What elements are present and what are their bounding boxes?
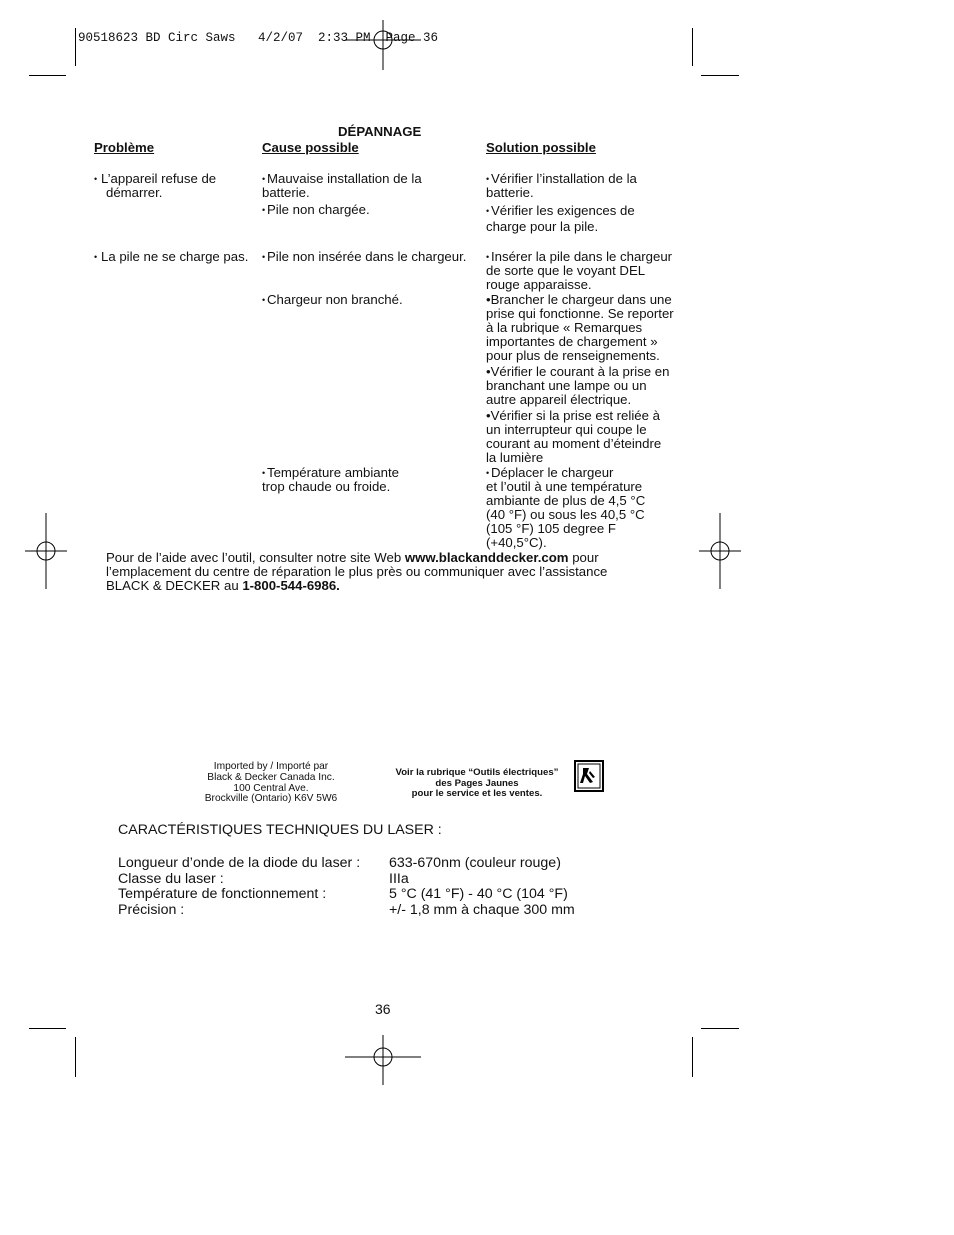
column-header-problem: Problème — [94, 140, 155, 155]
cause-item: • Chargeur non branché. — [262, 292, 403, 307]
solution-item: •Vérifier le courant à la prise en branchant une lampe ou un autre appareil électrique. — [486, 364, 670, 407]
cause-item: • Mauvaise installation de la batterie. — [262, 171, 422, 200]
help-paragraph: Pour de l’aide avec l’outil, consulter notre site Web www.blackanddecker.com pour l’emplacement du centre de réparation le plus près ou communiquer avec l’assistance BLACK & DECKER au 1-800-544-6986. — [106, 550, 608, 593]
crop-mark — [29, 1028, 66, 1029]
website-link: www.blackanddecker.com — [404, 550, 569, 565]
cause-item: • Pile non insérée dans le chargeur. — [262, 249, 467, 264]
registration-mark-icon — [345, 1035, 421, 1085]
printer-slug: 90518623 BD Circ Saws 4/2/07 2:33 PM Page 36 — [78, 31, 439, 45]
solution-item: • Insérer la pile dans le chargeur de sorte que le voyant DEL rouge apparaisse. — [486, 249, 673, 292]
cause-item: • Température ambiante trop chaude ou froide. — [262, 465, 399, 494]
crop-mark — [692, 28, 693, 66]
registration-mark-icon — [345, 20, 421, 70]
solution-item: • Vérifier l’installation de la batterie. — [486, 171, 637, 200]
solution-item: •Vérifier si la prise est reliée à un interrupteur qui coupe le courant au moment d’éteindre la lumière — [486, 408, 662, 465]
walking-fingers-icon — [574, 760, 604, 792]
section-title: DÉPANNAGE — [338, 124, 422, 139]
crop-mark — [75, 28, 76, 66]
crop-mark — [75, 1037, 76, 1077]
laser-specs-values: 633-670nm (couleur rouge) IIIa 5 °C (41 °F) - 40 °C (104 °F) +/- 1,8 mm à chaque 300 mm — [389, 855, 575, 918]
page-number: 36 — [375, 1001, 391, 1017]
registration-mark-icon — [25, 513, 67, 589]
problem-item: • L’appareil refuse de démarrer. — [94, 171, 217, 200]
laser-specs-title: CARACTÉRISTIQUES TECHNIQUES DU LASER : — [118, 822, 442, 838]
crop-mark — [701, 1028, 739, 1029]
phone-number: 1-800-544-6986. — [242, 578, 340, 593]
cause-item: • Pile non chargée. — [262, 202, 370, 217]
laser-specs-labels: Longueur d’onde de la diode du laser : Classe du laser : Température de fonctionnement : Précision : — [118, 855, 361, 918]
solution-item: • Vérifier les exigences de charge pour la pile. — [486, 203, 635, 234]
solution-item: • Déplacer le chargeur et l’outil à une température ambiante de plus de 4,5 °C (40 °F) ou sous les 40,5 °C (105 °F) 105 degree F (+40,5°C). — [486, 465, 646, 550]
solution-item: •Brancher le chargeur dans une prise qui fonctionne. Se reporter à la rubrique « Remarques importantes de chargement » pour plus de renseignements. — [486, 292, 674, 363]
problem-item: • La pile ne se charge pas. — [94, 249, 249, 264]
crop-mark — [29, 75, 66, 76]
column-header-solution: Solution possible — [486, 140, 596, 155]
crop-mark — [701, 75, 739, 76]
crop-mark — [692, 1037, 693, 1077]
importer-address: Imported by / Importé par Black & Decker Canada Inc. 100 Central Ave. Brockville (Ontario) K6V 5W6 — [204, 761, 338, 805]
registration-mark-icon — [699, 513, 741, 589]
column-header-cause: Cause possible — [262, 140, 359, 155]
yellow-pages-notice: Voir la rubrique “Outils électriques” des Pages Jaunes pour le service et les ventes. — [395, 767, 559, 800]
